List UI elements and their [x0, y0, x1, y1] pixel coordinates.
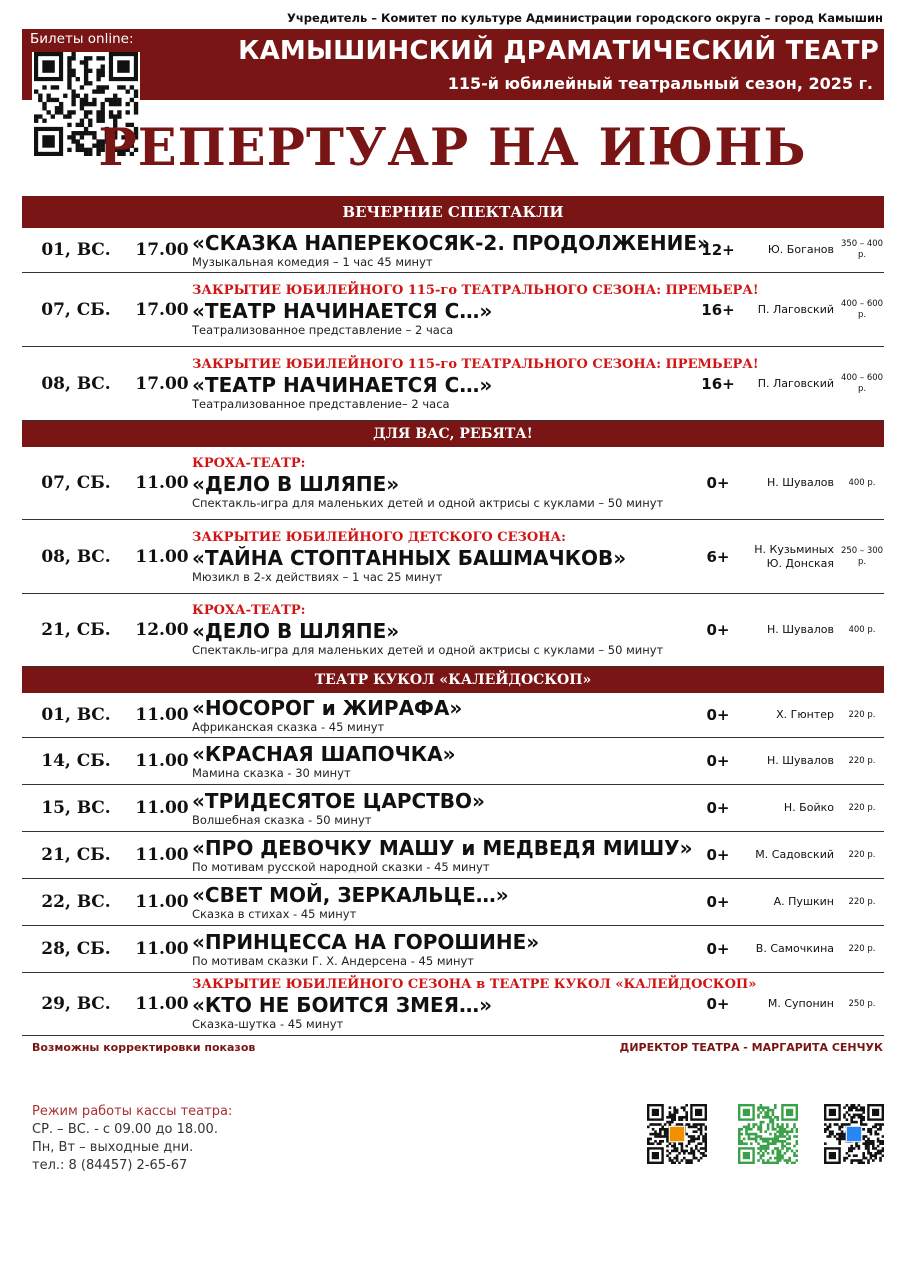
performance-note: ЗАКРЫТИЕ ЮБИЛЕЙНОГО 115-го ТЕАТРАЛЬНОГО СЕЗОНА: ПРЕМЬЕРА! [192, 282, 759, 298]
age-rating: 6+ [706, 547, 730, 566]
performance-date: 07, СБ. [41, 299, 111, 320]
box-office-line: тел.: 8 (84457) 2-65-67 [32, 1158, 188, 1173]
age-rating: 0+ [706, 940, 730, 958]
season-subtitle: 115-й юбилейный театральный сезон, 2025 г. [447, 74, 873, 93]
ticket-price: 220 р. [848, 802, 876, 813]
ticket-price: 250 – 300 р. [840, 545, 884, 567]
section-header: ДЛЯ ВАС, РЕБЯТА! [22, 421, 884, 447]
performance-date: 15, ВС. [41, 798, 111, 818]
performance-description: По мотивам сказки Г. Х. Андерсена - 45 минут [192, 954, 474, 968]
performance-time: 12.00 [135, 620, 189, 640]
ticket-price: 400 р. [848, 477, 876, 488]
performance-info [192, 693, 697, 737]
performance-description: Сказка-шутка - 45 минут [192, 1017, 344, 1031]
performance-author: П. Лаговский [757, 302, 834, 316]
ticket-price: 220 р. [848, 755, 876, 766]
age-rating: 0+ [706, 995, 730, 1013]
performance-info [192, 520, 697, 593]
ticket-price: 400 – 600 р. [840, 298, 884, 320]
performance-note: ЗАКРЫТИЕ ЮБИЛЕЙНОГО 115-го ТЕАТРАЛЬНОГО СЕЗОНА: ПРЕМЬЕРА! [192, 356, 759, 372]
performance-date: 28, СБ. [41, 939, 111, 959]
performance-title: «ПРИНЦЕССА НА ГОРОШИНЕ» [192, 930, 540, 954]
performance-author: А. Пушкин [773, 895, 834, 908]
age-rating: 0+ [706, 846, 730, 864]
performance-info [192, 926, 697, 972]
performance-author: Ю. Боганов [767, 243, 834, 256]
performance-note: ЗАКРЫТИЕ ЮБИЛЕЙНОГО ДЕТСКОГО СЕЗОНА: [192, 529, 566, 545]
ticket-price: 220 р. [848, 849, 876, 860]
table-row [22, 926, 884, 973]
performance-time: 11.00 [135, 473, 189, 493]
performance-description: Сказка в стихах - 45 минут [192, 907, 357, 921]
performance-author: Н. Шувалов [766, 476, 834, 489]
green-qr-code-icon[interactable] [738, 1104, 798, 1164]
age-rating: 0+ [706, 474, 730, 492]
schedule-change-note: Возможны корректировки показов [32, 1041, 256, 1054]
performance-info [192, 785, 697, 831]
age-rating: 0+ [706, 893, 730, 911]
performance-time: 17.00 [135, 373, 189, 394]
performance-time: 11.00 [135, 939, 189, 959]
age-rating: 0+ [706, 799, 730, 817]
theatre-name: КАМЫШИНСКИЙ ДРАМАТИЧЕСКИЙ ТЕАТР [238, 36, 879, 66]
table-row [22, 973, 884, 1036]
vk-qr-code-icon[interactable] [824, 1104, 884, 1164]
performance-info [192, 879, 697, 925]
performance-author: Н. Шувалов [766, 623, 834, 636]
age-rating: 0+ [706, 621, 730, 639]
repertoire-table [22, 196, 884, 1036]
performance-date: 01, ВС. [41, 705, 111, 725]
founder-line: Учредитель – Комитет по культуре Администрации городского округа – город Камышин [287, 11, 883, 25]
table-row [22, 879, 884, 926]
performance-description: Музыкальная комедия – 1 час 45 минут [192, 255, 433, 269]
performance-title: «СВЕТ МОЙ, ЗЕРКАЛЬЦЕ…» [192, 883, 509, 907]
performance-title: «ТЕАТР НАЧИНАЕТСЯ С…» [192, 298, 493, 323]
performance-author: М. Супонин [767, 997, 834, 1010]
performance-date: 08, ВС. [41, 373, 111, 394]
table-row [22, 832, 884, 879]
performance-title: «ТРИДЕСЯТОЕ ЦАРСТВО» [192, 789, 485, 813]
age-rating: 0+ [706, 706, 730, 724]
performance-description: Спектакль-игра для маленьких детей и одной актрисы с куклами – 50 минут [192, 496, 664, 510]
performance-time: 11.00 [135, 994, 189, 1014]
table-row [22, 520, 884, 594]
performance-time: 17.00 [135, 299, 189, 320]
performance-info [192, 832, 697, 878]
ticket-price: 400 – 600 р. [840, 372, 884, 394]
performance-note: КРОХА-ТЕАТР: [192, 456, 306, 471]
table-row [22, 738, 884, 785]
box-office-title: Режим работы кассы театра: [32, 1104, 233, 1119]
performance-author: Н. Шувалов [766, 754, 834, 767]
performance-author: Н. Бойко [783, 801, 834, 814]
performance-time: 11.00 [135, 892, 189, 912]
performance-title: «ПРО ДЕВОЧКУ МАШУ и МЕДВЕДЯ МИШУ» [192, 836, 693, 860]
age-rating: 12+ [701, 241, 735, 259]
table-row [22, 693, 884, 738]
performance-date: 07, СБ. [41, 473, 111, 493]
box-office-line: Пн, Вт – выходные дни. [32, 1140, 194, 1155]
performance-note: КРОХА-ТЕАТР: [192, 603, 306, 618]
performance-date: 08, ВС. [41, 546, 111, 567]
performance-author: П. Лаговский [757, 376, 834, 390]
performance-description: Спектакль-игра для маленьких детей и одной актрисы с куклами – 50 минут [192, 643, 664, 657]
performance-date: 01, ВС. [41, 240, 111, 260]
performance-title: «КТО НЕ БОИТСЯ ЗМЕЯ…» [192, 993, 492, 1017]
performance-time: 17.00 [135, 240, 189, 260]
age-rating: 16+ [701, 300, 735, 319]
section-header: ТЕАТР КУКОЛ «КАЛЕЙДОСКОП» [22, 667, 884, 693]
performance-info [192, 594, 697, 666]
performance-description: Театрализованное представление– 2 часа [192, 396, 450, 411]
performance-time: 11.00 [135, 798, 189, 818]
performance-time: 11.00 [135, 546, 189, 567]
performance-time: 11.00 [135, 845, 189, 865]
performance-author: В. Самочкина [755, 942, 834, 955]
performance-time: 11.00 [135, 751, 189, 771]
performance-description: Африканская сказка - 45 минут [192, 720, 385, 734]
performance-description: Мюзикл в 2-х действиях – 1 час 25 минут [192, 569, 443, 584]
performance-title: «ТАЙНА СТОПТАННЫХ БАШМАЧКОВ» [192, 545, 627, 570]
performance-date: 21, СБ. [41, 620, 111, 640]
table-row [22, 273, 884, 347]
box-office-line: СР. – ВС. - с 09.00 до 18.00. [32, 1122, 218, 1137]
table-row [22, 785, 884, 832]
age-rating: 0+ [706, 752, 730, 770]
ticket-price: 220 р. [848, 896, 876, 907]
page-title: РЕПЕРТУАР НА ИЮНЬ [98, 118, 807, 178]
tickets-online-label: Билеты online: [30, 31, 134, 47]
performance-description: Театрализованное представление – 2 часа [192, 322, 454, 337]
ticket-price: 250 р. [848, 998, 876, 1009]
performance-description: Мамина сказка - 30 минут [192, 766, 351, 780]
age-rating: 16+ [701, 374, 735, 393]
table-row [22, 347, 884, 421]
table-row [22, 447, 884, 520]
performance-info [192, 973, 757, 1035]
ticket-price: 220 р. [848, 943, 876, 954]
performance-info [192, 738, 697, 784]
table-row [22, 228, 884, 273]
performance-description: По мотивам русской народной сказки - 45 минут [192, 860, 490, 874]
ticket-price: 400 р. [848, 624, 876, 635]
performance-time: 11.00 [135, 705, 189, 725]
section-header: ВЕЧЕРНИЕ СПЕКТАКЛИ [22, 196, 884, 228]
performance-title: «СКАЗКА НАПЕРЕКОСЯК-2. ПРОДОЛЖЕНИЕ» [192, 231, 710, 255]
performance-note: ЗАКРЫТИЕ ЮБИЛЕЙНОГО СЕЗОНА в ТЕАТРЕ КУКОЛ «КАЛЕЙДОСКОП» [192, 977, 757, 992]
ok-qr-code-icon[interactable] [647, 1104, 707, 1164]
performance-title: «ДЕЛО В ШЛЯПЕ» [192, 619, 400, 643]
performance-author: Х. Гюнтер [776, 708, 834, 721]
performance-description: Волшебная сказка - 50 минут [192, 813, 372, 827]
performance-date: 29, ВС. [41, 994, 111, 1014]
performance-info [192, 447, 697, 519]
performance-title: «НОСОРОГ и ЖИРАФА» [192, 696, 463, 720]
performance-info [192, 228, 710, 272]
performance-title: «ТЕАТР НАЧИНАЕТСЯ С…» [192, 372, 493, 397]
ticket-price: 220 р. [848, 709, 876, 720]
performance-title: «КРАСНАЯ ШАПОЧКА» [192, 742, 456, 766]
box-office-hours [32, 1103, 232, 1175]
table-row [22, 594, 884, 667]
director-credit: ДИРЕКТОР ТЕАТРА - МАРГАРИТА СЕНЧУК [619, 1041, 883, 1054]
performance-date: 21, СБ. [41, 845, 111, 865]
performance-author: М. Садовский [755, 848, 834, 861]
ticket-price: 350 – 400 р. [840, 239, 884, 260]
performance-title: «ДЕЛО В ШЛЯПЕ» [192, 472, 400, 496]
performance-date: 22, ВС. [41, 892, 111, 912]
performance-date: 14, СБ. [41, 751, 111, 771]
performance-author: Н. Кузьминых Ю. Донская [754, 542, 834, 570]
